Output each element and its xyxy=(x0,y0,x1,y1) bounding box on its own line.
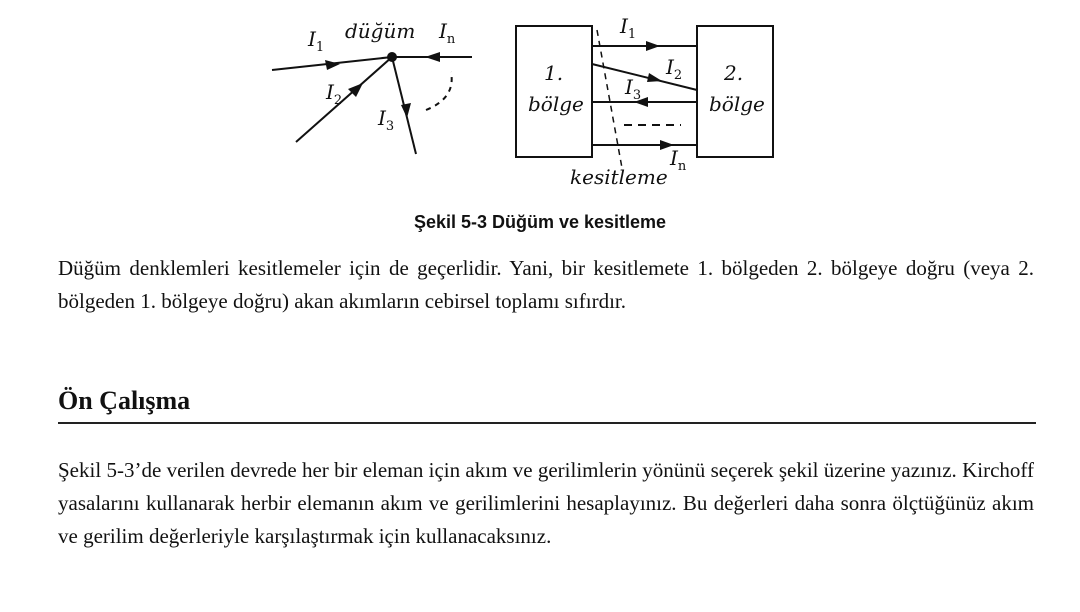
more-branches-dashed-arc xyxy=(426,72,452,110)
region-2-label: bölge xyxy=(709,92,765,116)
node-diagram xyxy=(272,57,472,154)
node-dot xyxy=(387,52,397,62)
cut-label: kesitleme xyxy=(570,165,668,189)
node-label: düğüm xyxy=(345,19,416,43)
label-wire-i2: $I_2$ xyxy=(666,55,683,83)
region-2-number: 2. xyxy=(724,61,744,85)
label-wire-in: $I_n$ xyxy=(670,146,687,174)
region-1-number: 1. xyxy=(544,61,564,85)
arrow-i3-icon xyxy=(401,103,411,118)
node-and-cutset-figure xyxy=(250,8,810,198)
region-1-label: bölge xyxy=(528,92,584,116)
label-i3: $I_3$ xyxy=(378,106,395,134)
label-wire-i1: $I_1$ xyxy=(620,14,637,42)
figure-caption: Şekil 5-3 Düğüm ve kesitleme xyxy=(413,212,667,232)
paragraph-prelab: Şekil 5-3’de verilen devrede her bir eleman için akım ve gerilimlerin yönünü seçerek şekil üzerine yazınız. Kirchoff yasalarını kullanarak herbir elemanın akım ve gerilimlerini hesaplayınız. Bu değerleri daha sonra ölçtüğünüz akım ve gerilim değerleriyle karşılaştırmak için kullanacaksınız. xyxy=(58,458,1034,548)
arrow-i1-icon xyxy=(325,60,340,70)
label-i1: $I_1$ xyxy=(308,27,325,55)
arrow-wire-i2-icon xyxy=(647,73,662,82)
section-heading: Ön Çalışma xyxy=(58,386,1036,424)
cut-line-dashed xyxy=(597,30,622,168)
label-i2: $I_2$ xyxy=(326,80,343,108)
label-wire-i3: $I_3$ xyxy=(625,75,642,103)
paragraph-cutset-rule: Düğüm denklemleri kesitlemeler için de geçerlidir. Yani, bir kesitlemete 1. bölgeden 2. bölgeye doğru (veya 2. bölgeden 1. bölgeye doğru) akan akımların cebirsel toplamı sıfırdır. xyxy=(58,256,1034,313)
arrow-wire-i1-icon xyxy=(646,41,660,51)
label-in: $I_n$ xyxy=(439,19,456,47)
figure-svg xyxy=(250,8,810,198)
arrow-in-icon xyxy=(425,52,440,62)
